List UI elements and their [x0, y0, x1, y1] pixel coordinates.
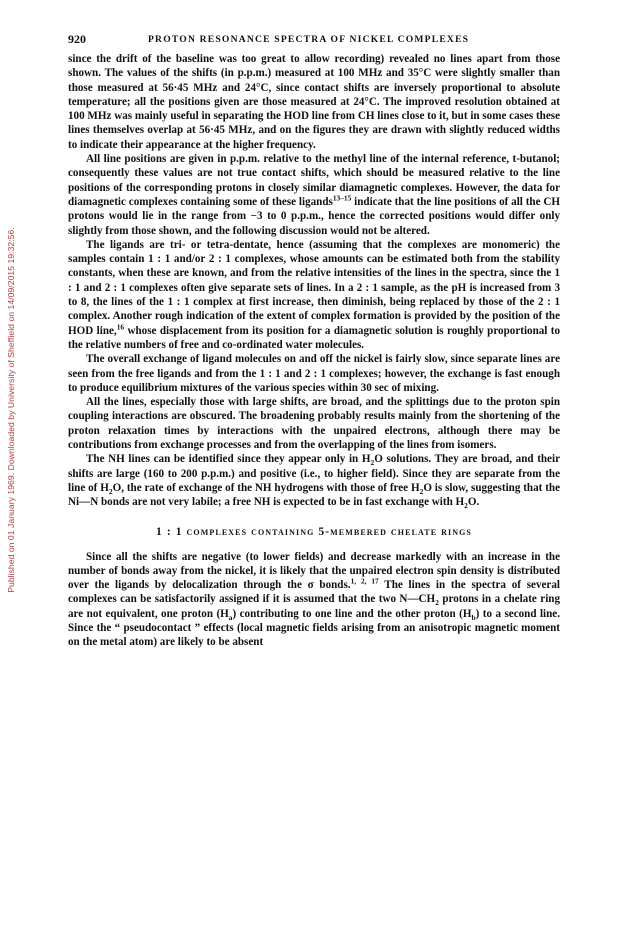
paragraph-4: The overall exchange of ligand molecules on and off the nickel is fairly slow, since separate lines are seen from the free ligands and from the 1 : 1 and 2 : 1 complexes; however, the exchange is fast enough to produce equilibrium mixtures of the various species within 30 sec of mixing. [68, 353, 560, 394]
paragraph-5: All the lines, especially those with large shifts, are broad, and the splittings due to the proton spin coupling interactions are obscured. The broadening probably results mainly from the shortening of the proton relaxation times by interactions with the unpaired electrons, although there may be contributions from exchange processes and from the overlapping of the lines from isomers. [68, 396, 560, 452]
reference-superscript: 16 [116, 321, 125, 331]
reference-superscript: 13–15 [332, 193, 352, 203]
journal-page [68, 30, 560, 650]
paragraph-1: since the drift of the baseline was too great to allow recording) revealed no lines apart from those shown. The values of the shifts (in p.p.m.) measured at 100 MHz and 35°C were slightly smaller than those measured at 56·45 MHz and 24°C, since contact shifts are inversely proportional to absolute temperature; all the positions given are those measured at 24°C. The improved resolution obtained at 100 MHz was mainly useful in separating the HOD line from CH lines close to it, but in some cases these lines themselves overlap at 56·45 MHz, and on the figures they are drawn with slightly reduced widths to indicate their appearance at the higher frequency. [68, 53, 560, 151]
download-watermark-text: Published on 01 January 1969. Downloaded by University of Sheffield on 14/09/2015 19:32:56. [6, 227, 16, 593]
download-watermark [4, 130, 18, 690]
reference-superscript: 1, 2, 17 [350, 576, 379, 586]
paragraph-3: The ligands are tri- or tetra-dentate, hence (assuming that the complexes are monomeric) the samples contain 1 : 1 and/or 2 : 1 complexes, whose amounts can be estimated both from the stability constants, when these are known, and from the relative intensities of the lines in the spectra, since the 1 : 1 and 2 : 1 complexes often give separate sets of lines. In a 2 : 1 sample, as the pH is increased from 3 to 8, the lines of the 1 : 1 complex at first increase, then diminish, being replaced by those of the 2 : 1 complex. Another rough indication of the extent of complex formation is provided by the position of the HOD line,$^{16}$ whose displacement from its position for a diamagnetic solution is roughly proportional to the relative numbers of free and co-ordinated water molecules. [68, 238, 561, 351]
page-number: 920 [68, 32, 86, 46]
paragraph-2: All line positions are given in p.p.m. relative to the methyl line of the internal reference, t-butanol; consequently these values are not true contact shifts, which should be measured relative to the line positions of the corresponding protons in closely similar diamagnetic complexes. However, the data for diamagnetic complexes containing some of these ligands$^{13-15}$ indicate that the line positions of all the CH protons would lie in the range from −3 to 0 p.p.m., hence the corrected positions would differ only slightly from those shown, and the following discussion would not be altered. [68, 153, 560, 237]
paragraph-7: Since all the shifts are negative (to lower fields) and decrease markedly with an increase in the number of bonds away from the nickel, it is likely that the unpaired electron spin density is distributed over the ligands by delocalization through the σ bonds.$^{1, 2, 17}$ The lines in the spectra of several complexes can be satisfactorily assigned if it is assumed that the two $N—CH_2$ protons in a chelate ring are not equivalent, one proton $(H_a)$ contributing to one line and the other proton $(H_b)$ to a second line. Since the “ pseudocontact ” effects (local magnetic fields arising from an anisotropic magnetic moment on the metal atom) are likely to be absent [68, 550, 560, 649]
running-title: PROTON RESONANCE SPECTRA OF NICKEL COMPLEXES [148, 34, 470, 45]
paragraph-6: The NH lines can be identified since they appear only in $H_2O$ solutions. They are broad, and their shifts are large (160 to 200 p.p.m.) and positive (i.e., to higher field). Since they are separate from the line of $H_2O$, the rate of exchange of the NH hydrogens with those of free $H_2O$ is slow, suggesting that the Ni—N bonds are not very labile; a free NH is expected to be in fast exchange with $H_2O$. [68, 453, 560, 511]
page-header [68, 30, 560, 52]
section-heading: 1 : 1 complexes containing 5-membered chelate rings [156, 525, 472, 538]
